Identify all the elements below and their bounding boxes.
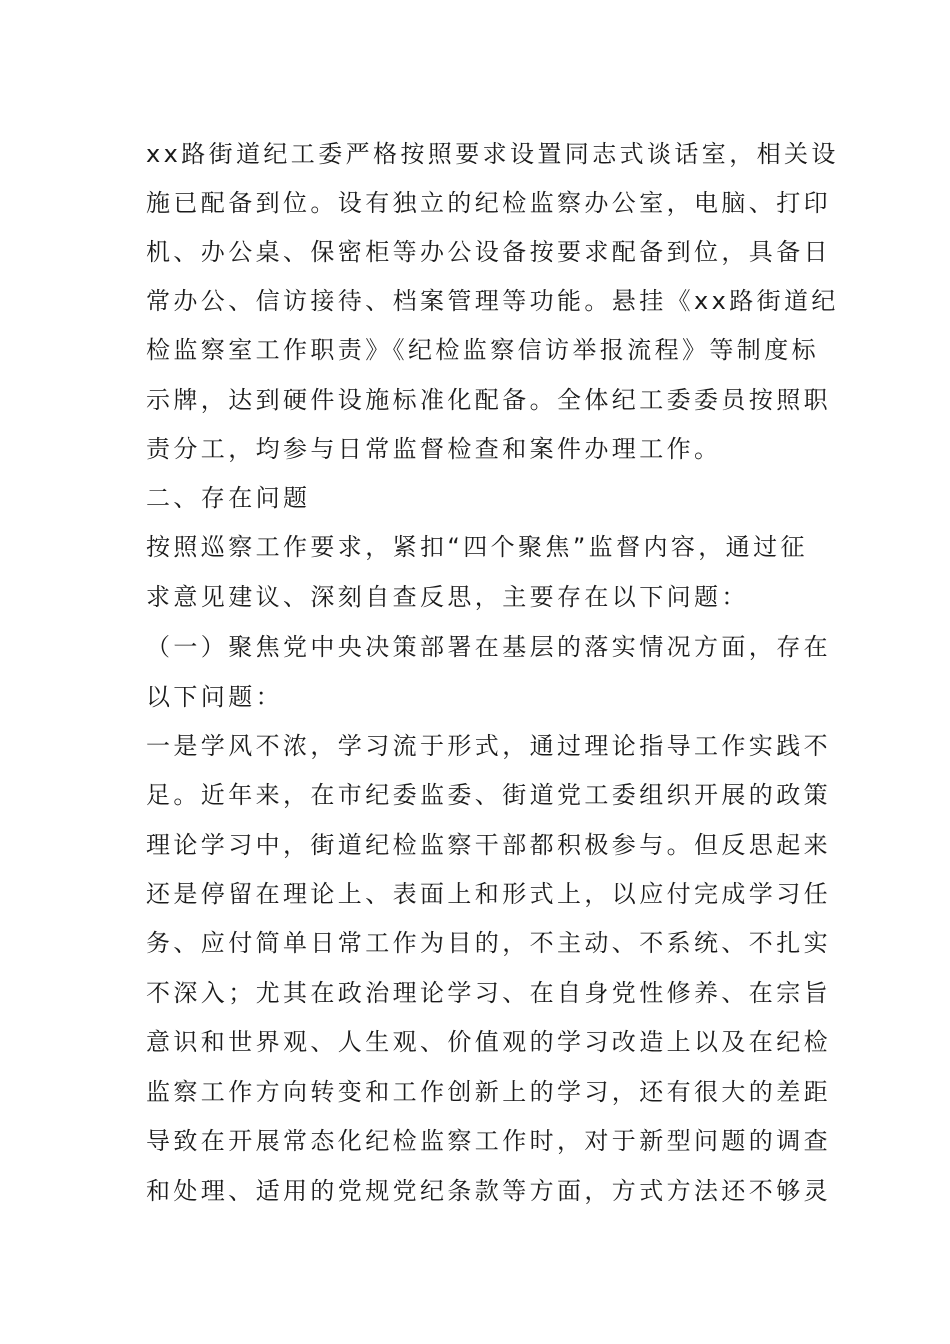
paragraph-line: 理论学习中，街道纪检监察干部都积极参与。但反思起来 [146,831,831,859]
paragraph-line: 和处理、适用的党规党纪条款等方面，方式方法还不够灵 [146,1177,831,1205]
paragraph-line: 监察工作方向转变和工作创新上的学习，还有很大的差距 [146,1078,831,1106]
section-heading: 二、存在问题 [146,484,311,512]
paragraph-line: 示牌，达到硬件设施标准化配备。全体纪工委委员按照职 [146,386,831,414]
paragraph-line: 意识和世界观、人生观、价值观的学习改造上以及在纪检 [146,1028,831,1056]
paragraph-line: 按照巡察工作要求，紧扣“四个聚焦”监督内容，通过征 [146,533,808,561]
paragraph-line: 一是学风不浓，学习流于形式，通过理论指导工作实践不 [146,732,831,760]
paragraph-line: 施已配备到位。设有独立的纪检监察办公室，电脑、打印 [146,189,831,217]
paragraph-line: 还是停留在理论上、表面上和形式上，以应付完成学习任 [146,880,831,908]
subsection-heading: 以下问题： [146,683,283,711]
paragraph-line: 不深入；尤其在政治理论学习、在自身党性修养、在宗旨 [146,979,831,1007]
paragraph-line: 责分工，均参与日常监督检查和案件办理工作。 [146,435,722,463]
paragraph-line: 检监察室工作职责》《纪检监察信访举报流程》等制度标 [146,336,819,364]
paragraph-line: 机、办公桌、保密柜等办公设备按要求配备到位，具备日 [146,238,831,266]
paragraph-line: 导致在开展常态化纪检监察工作时，对于新型问题的调查 [146,1127,831,1155]
subsection-heading: （一）聚焦党中央决策部署在基层的落实情况方面，存在 [146,633,831,661]
paragraph-line: 常办公、信访接待、档案管理等功能。悬挂《xx路街道纪 [146,287,839,315]
paragraph-line: 务、应付简单日常工作为目的，不主动、不系统、不扎实 [146,929,831,957]
paragraph-line: 足。近年来，在市纪委监委、街道党工委组织开展的政策 [146,781,831,809]
paragraph-line: xx路街道纪工委严格按照要求设置同志式谈话室，相关设 [146,140,839,168]
paragraph-line: 求意见建议、深刻自查反思，主要存在以下问题： [146,583,749,611]
